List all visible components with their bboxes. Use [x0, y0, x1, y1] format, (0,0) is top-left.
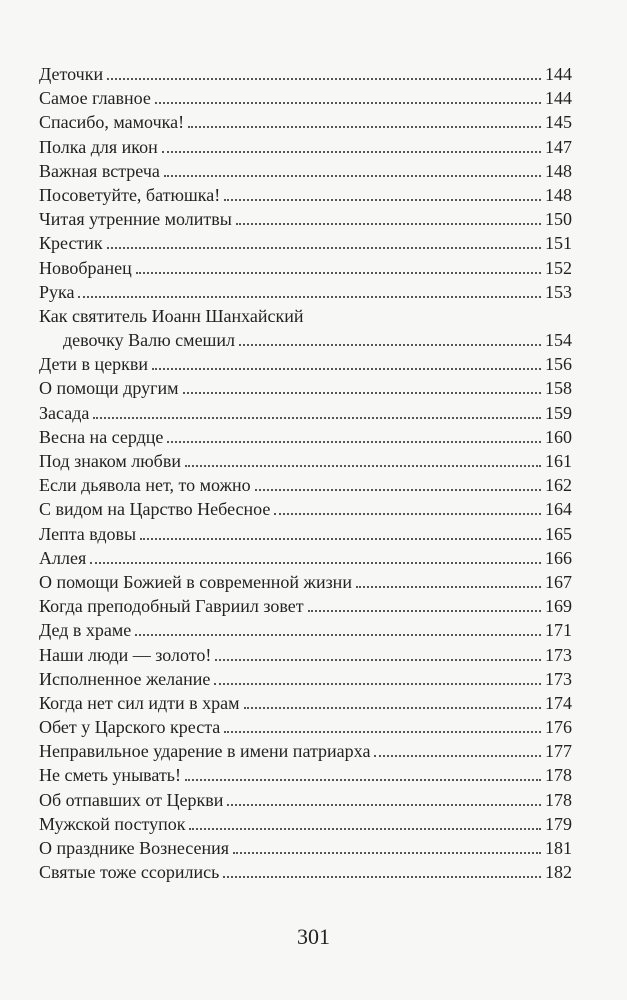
- toc-entry: [39, 788, 572, 812]
- toc-entry-title: Не сметь унывать!: [39, 765, 182, 786]
- toc-entry: [39, 667, 572, 691]
- toc-entry: [39, 812, 572, 836]
- toc-entry-page: 166: [545, 547, 572, 568]
- toc-entry-title: Неправильное ударение в имени патриарха: [39, 741, 371, 762]
- dot-leader: [107, 247, 541, 249]
- toc-entry-page: 179: [545, 813, 572, 834]
- toc-entry-title: Засада: [39, 402, 90, 423]
- toc-entry: [39, 62, 572, 86]
- toc-entry: [39, 618, 572, 642]
- dot-leader: [164, 175, 541, 177]
- dot-leader: [185, 779, 541, 781]
- toc-entry: [39, 256, 572, 280]
- toc-entry: [39, 376, 572, 400]
- toc-entry-title: Спасибо, мамочка!: [39, 112, 185, 133]
- toc-entry-title: Исполненное желание: [39, 668, 211, 689]
- toc-entry-title: Дед в храме: [39, 620, 132, 641]
- toc-entry: [39, 546, 572, 570]
- toc-entry: [39, 86, 572, 110]
- toc-entry-title: Деточки: [39, 64, 104, 84]
- dot-leader: [93, 417, 541, 419]
- toc-entry-page: 144: [545, 64, 572, 84]
- dot-leader: [155, 102, 541, 104]
- dot-leader: [244, 707, 541, 709]
- toc-entry: [39, 473, 572, 497]
- dot-leader: [162, 151, 541, 153]
- dot-leader: [188, 126, 541, 128]
- dot-leader: [308, 610, 541, 612]
- toc-entry-page: 156: [545, 354, 572, 375]
- toc-entry-page: 169: [545, 596, 572, 617]
- toc-entry-title: Если дьявола нет, то можно: [39, 475, 251, 496]
- toc-entry-page: 178: [545, 789, 572, 810]
- toc-entry-title: Новобранец: [39, 257, 132, 278]
- dot-leader: [224, 199, 541, 201]
- toc-entry: [39, 691, 572, 715]
- toc-entry-title: Рука: [39, 281, 75, 302]
- toc-entry-title: Лепта вдовы: [39, 523, 137, 544]
- dot-leader: [227, 804, 541, 806]
- toc-entry-title: Когда нет сил идти в храм: [39, 692, 240, 713]
- toc-entry-page: 164: [545, 499, 572, 520]
- toc-entry-page: 150: [545, 209, 572, 230]
- toc-entry-title: Об отпавших от Церкви: [39, 789, 224, 810]
- toc-entry-page: 173: [545, 668, 572, 689]
- toc-entry-page: 148: [545, 184, 572, 205]
- dot-leader: [236, 223, 541, 225]
- toc-entry-page: 160: [545, 426, 572, 447]
- toc-entry: [39, 207, 572, 231]
- toc-entry-title: Важная встреча: [39, 160, 160, 181]
- toc-entry: [39, 135, 572, 159]
- toc-entry-title: Обет у Царского креста: [39, 717, 221, 738]
- toc-entry: [39, 497, 572, 521]
- dot-leader: [223, 876, 541, 878]
- toc-entry-page: 174: [545, 692, 572, 713]
- toc-entry-title: О помощи Божией в современной жизни: [39, 571, 352, 592]
- toc-entry: [39, 715, 572, 739]
- toc-entry: [39, 231, 572, 255]
- dot-leader: [374, 755, 541, 757]
- dot-leader: [136, 272, 541, 274]
- toc-entry: [39, 643, 572, 667]
- dot-leader: [185, 465, 541, 467]
- toc-entry-page: 167: [545, 571, 572, 592]
- dot-leader: [183, 392, 542, 394]
- toc-entry-title: Святые тоже ссорились: [39, 862, 220, 883]
- toc-entry-title: Самое главное: [39, 88, 151, 109]
- dot-leader: [255, 489, 541, 491]
- toc-entry-page: 144: [545, 88, 572, 109]
- dot-leader: [356, 586, 541, 588]
- page-number: 301: [297, 924, 330, 949]
- toc-entry: [39, 352, 572, 376]
- toc-entry-page: 151: [545, 233, 572, 254]
- toc-entry-page: 171: [545, 620, 572, 641]
- dot-leader: [90, 562, 541, 564]
- toc-entry-title: С видом на Царство Небесное: [39, 499, 271, 520]
- toc-entry: [39, 449, 572, 473]
- toc-entry: [39, 425, 572, 449]
- toc-entry-page: 145: [545, 112, 572, 133]
- toc-entry-title-continued: девочку Валю смешил: [63, 330, 236, 351]
- toc-entry-title: Дети в церкви: [39, 354, 148, 375]
- dot-leader: [152, 368, 541, 370]
- dot-leader: [233, 852, 541, 854]
- toc-entry-page: 176: [545, 717, 572, 738]
- toc-entry-page: 177: [545, 741, 572, 762]
- dot-leader: [215, 659, 541, 661]
- dot-leader: [78, 296, 541, 298]
- toc-entry-page: 181: [545, 838, 572, 858]
- dot-leader: [214, 683, 541, 685]
- toc-entry-page: 162: [545, 475, 572, 496]
- toc-entry-page: 165: [545, 523, 572, 544]
- dot-leader: [167, 441, 541, 443]
- toc-entry-title: Читая утренние молитвы: [39, 209, 232, 230]
- toc-entry: [39, 763, 572, 787]
- toc-entry-title: Полка для икон: [39, 136, 158, 157]
- toc-entry-title: Весна на сердце: [39, 426, 164, 447]
- toc-entry-title: О празднике Вознесения: [39, 838, 230, 858]
- dot-leader: [135, 634, 541, 636]
- toc-entry: [39, 860, 572, 884]
- toc-entry-title: Посоветуйте, батюшка!: [39, 184, 221, 205]
- toc-entry-page: 173: [545, 644, 572, 665]
- toc-entry-title: Мужской поступок: [39, 813, 186, 834]
- toc-entry: [39, 522, 572, 546]
- toc-entry-page: 158: [545, 378, 572, 399]
- toc-entry: [39, 570, 572, 594]
- toc-entry-continuation: [39, 328, 572, 352]
- dot-leader: [239, 344, 541, 346]
- toc-entry-page: 152: [545, 257, 572, 278]
- toc-entry-page: 153: [545, 281, 572, 302]
- toc-entry: [39, 401, 572, 425]
- dot-leader: [107, 78, 541, 80]
- toc-entry: [39, 159, 572, 183]
- toc-entry-page: 154: [545, 330, 572, 351]
- toc-entry: [39, 183, 572, 207]
- dot-leader: [224, 731, 541, 733]
- toc-entry-title: Аллея: [39, 547, 87, 568]
- toc-entry-page: 147: [545, 136, 572, 157]
- toc-entry-page: 161: [545, 451, 572, 471]
- toc-entry: [39, 836, 572, 860]
- toc-entry-title: Наши люди — золото!: [39, 644, 212, 665]
- toc-entry-title: Под знаком любви: [39, 451, 181, 471]
- toc-entry: [39, 304, 572, 328]
- toc-entry: [39, 594, 572, 618]
- dot-leader: [274, 513, 541, 515]
- toc-entry-page: 182: [545, 862, 572, 883]
- dot-leader: [140, 538, 541, 540]
- toc-entry-title: О помощи другим: [39, 378, 179, 399]
- toc-entry-page: 159: [545, 402, 572, 423]
- toc-entry: [39, 110, 572, 134]
- toc-entry-title: Когда преподобный Гавриил зовет: [39, 596, 304, 617]
- toc-entry: [39, 739, 572, 763]
- toc-entry-title: Крестик: [39, 233, 103, 254]
- toc-entry-page: 178: [545, 765, 572, 786]
- toc-entry: [39, 280, 572, 304]
- dot-leader: [189, 828, 541, 830]
- toc-entry-page: 148: [545, 160, 572, 181]
- toc-entry-title: Как святитель Иоанн Шанхайский: [39, 305, 304, 326]
- table-of-contents: [39, 62, 572, 884]
